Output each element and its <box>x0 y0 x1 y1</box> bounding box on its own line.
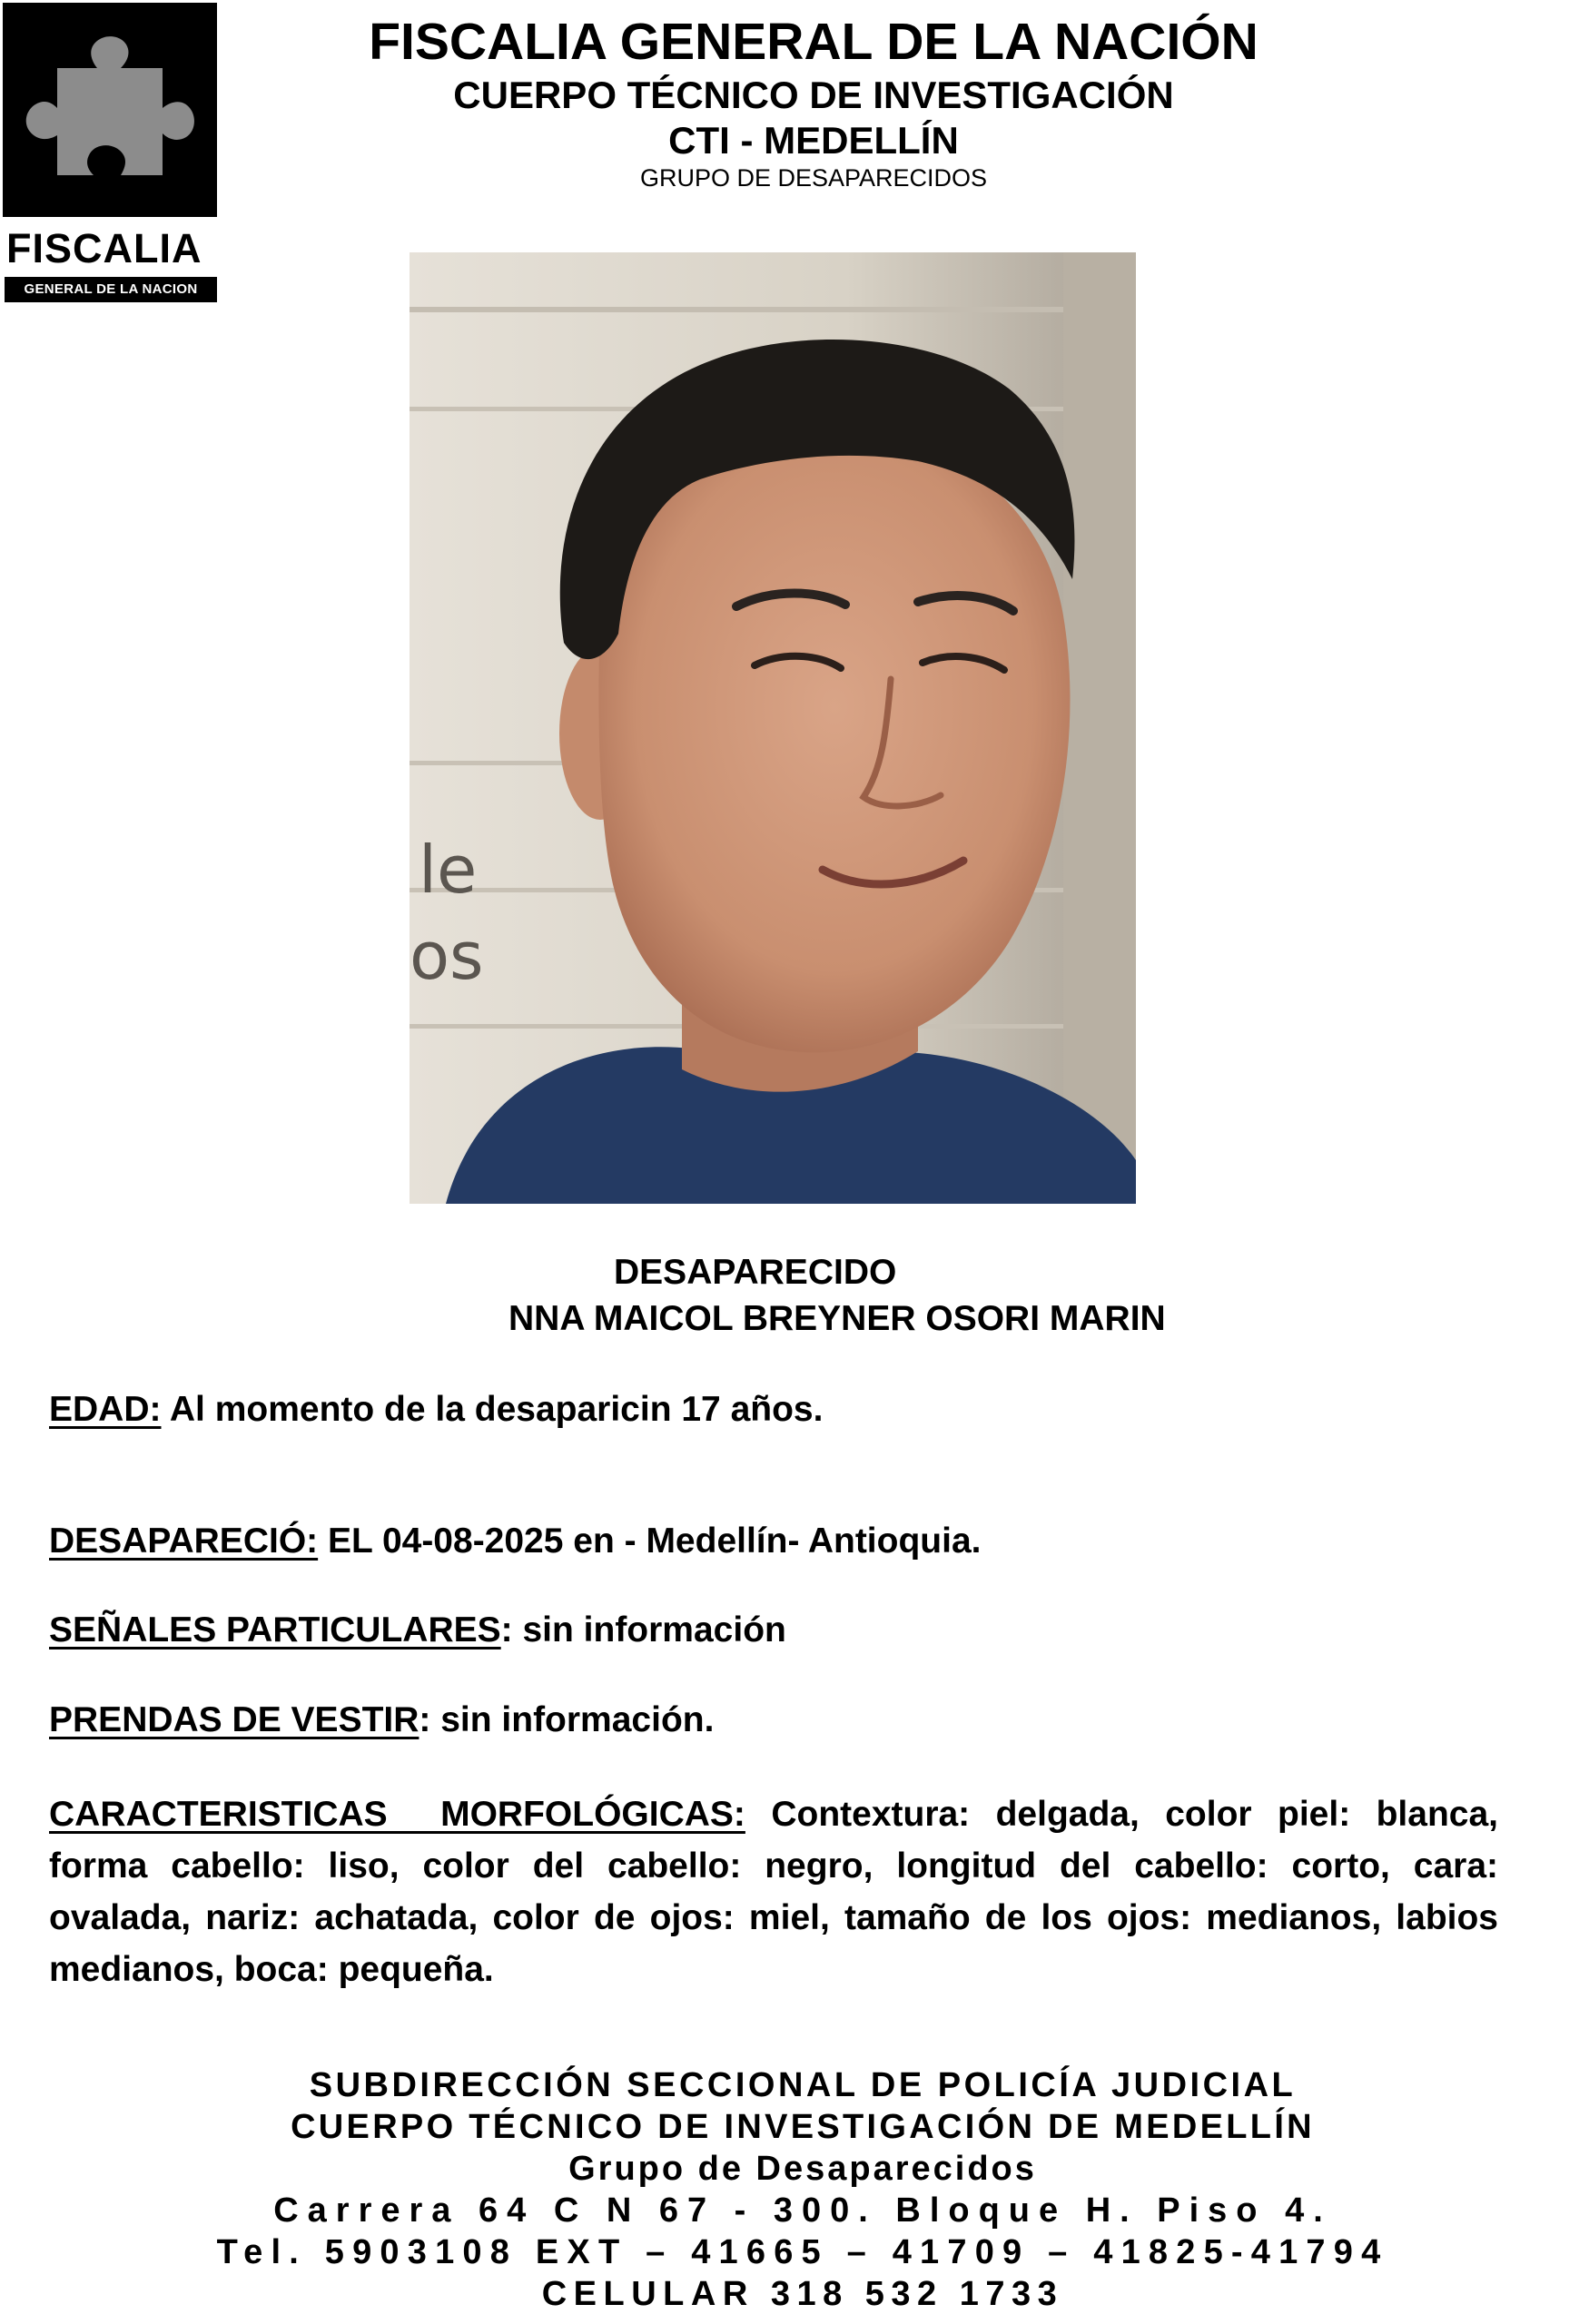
clothing-line <box>49 1702 714 1738</box>
marks-line <box>49 1612 786 1648</box>
marks-value: : sin información <box>500 1610 786 1649</box>
footer-subdirection: SUBDIRECCIÓN SECCIONAL DE POLICÍA JUDICIAL <box>309 2066 1297 2104</box>
age-label: EDAD: <box>49 1390 162 1429</box>
logo-subtitle: GENERAL DE LA NACION <box>5 277 217 302</box>
footer-group: Grupo de Desaparecidos <box>568 2150 1037 2188</box>
header-group: GRUPO DE DESAPARECIDOS <box>639 164 988 192</box>
footer-mobile: CELULAR 318 532 1733 <box>541 2275 1064 2313</box>
morphology-label: CARACTERISTICAS MORFOLÓGICAS: <box>49 1795 745 1834</box>
footer-address: Carrera 64 C N 67 - 300. Bloque H. Piso 4. <box>273 2191 1332 2230</box>
header-subtitle: CUERPO TÉCNICO DE INVESTIGACIÓN <box>453 74 1174 116</box>
disappeared-line <box>49 1523 981 1559</box>
svg-text:os: os <box>410 918 484 994</box>
morphology-value: Contextura: delgada, color piel: blanca, forma cabello: liso, color del cabello: negro, longitud del cabello: corto, cara: ovalada, nariz: achatada, color de ojos: miel, tamaño de los ojos: medianos, labios medianos, boca: pequeña. <box>49 1795 1498 1989</box>
header-office: CTI - MEDELLÍN <box>668 119 959 162</box>
logo-wordmark: FISCALIA <box>6 225 202 271</box>
missing-person-photo <box>410 252 1136 1204</box>
clothing-label: PRENDAS DE VESTIR <box>49 1700 419 1739</box>
footer-phone: Tel. 5903108 EXT – 41665 – 41709 – 41825-41794 <box>216 2233 1389 2271</box>
age-line <box>49 1392 823 1427</box>
morphology-paragraph <box>49 1788 1498 1995</box>
disappeared-label: DESAPARECIÓ: <box>49 1521 319 1561</box>
missing-status: DESAPARECIDO <box>614 1253 897 1292</box>
svg-text:le: le <box>419 832 478 908</box>
missing-person-name: NNA MAICOL BREYNER OSORI MARIN <box>508 1299 1166 1338</box>
disappeared-value: EL 04-08-2025 en - Medellín- Antioquia. <box>318 1521 982 1561</box>
header-title: FISCALIA GENERAL DE LA NACIÓN <box>369 13 1258 71</box>
clothing-value: : sin información. <box>419 1700 715 1739</box>
marks-label: SEÑALES PARTICULARES <box>49 1610 501 1649</box>
age-value: Al momento de la desaparicin 17 años. <box>161 1390 824 1429</box>
footer-body: CUERPO TÉCNICO DE INVESTIGACIÓN DE MEDELLÍN <box>291 2108 1315 2146</box>
